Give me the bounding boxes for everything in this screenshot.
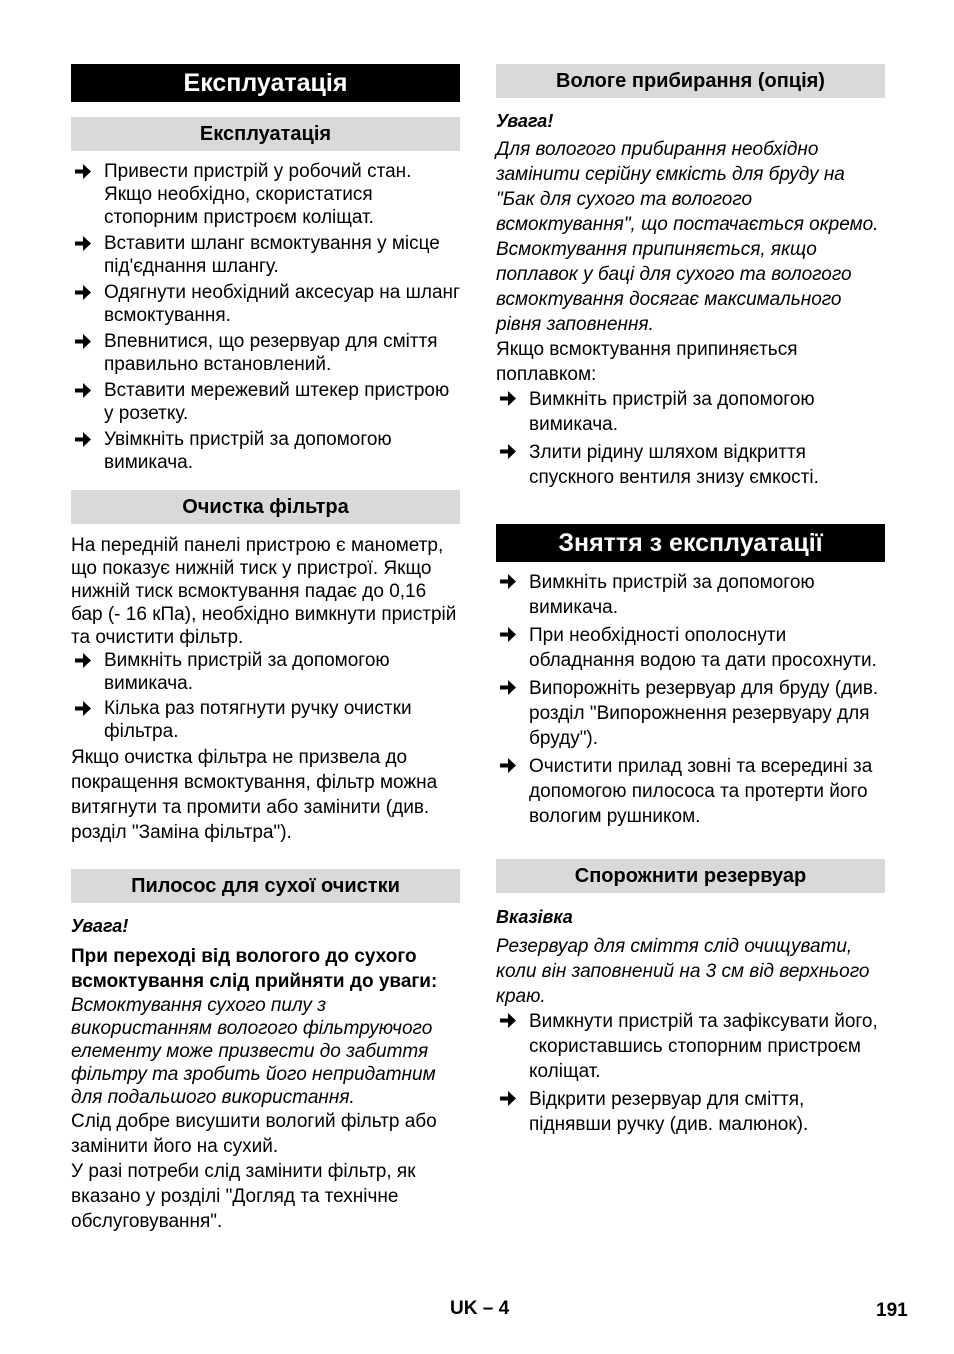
list-item: При необхідності ополоснути обладнання водою та дати просохнути. bbox=[496, 623, 885, 673]
list-item: Вставити шланг всмоктування у місце під'єднання шлангу. bbox=[71, 232, 460, 278]
note-text: Резервуар для сміття слід очищувати, коли він заповнений на 3 см від верхнього краю. bbox=[496, 936, 870, 1007]
list-item: Випорожніть резервуар для бруду (див. розділ "Випорожнення резервуару для бруду"). bbox=[496, 676, 885, 751]
subsection-title-filter-cleaning: Очистка фільтра bbox=[71, 490, 460, 524]
arrow-icon bbox=[499, 440, 517, 463]
list-item: Вставити мережевий штекер пристрою у розетку. bbox=[71, 379, 460, 425]
list-item: Відкрити резервуар для сміття, піднявши ручку (див. малюнок). bbox=[496, 1087, 885, 1137]
warning-label: Увага! bbox=[71, 916, 129, 936]
page-number: 191 bbox=[876, 1300, 908, 1321]
subsection-title-operation: Експлуатація bbox=[71, 117, 460, 151]
arrow-icon bbox=[499, 387, 517, 410]
filter-cleaning-body bbox=[71, 534, 460, 845]
arrow-icon bbox=[74, 428, 92, 451]
list-item: Одягнути необхідний аксесуар на шланг всмоктування. bbox=[71, 281, 460, 327]
filter-outro: Якщо очистка фільтра не призвела до покращення всмоктування, фільтр можна витягнути та промити або замінити (див. розділ "Заміна фільтра"). bbox=[71, 747, 438, 843]
warning-text: Всмоктування сухого пилу з використанням вологого фільтруючого елементу може призвести до забиття фільтру та зробить його непридатним для подальшого використання. bbox=[71, 995, 436, 1108]
empty-tank-body bbox=[496, 906, 885, 1137]
list-item: Вимкніть пристрій за допомогою вимикача. bbox=[496, 570, 885, 620]
arrow-icon bbox=[74, 379, 92, 402]
list-item: Привести пристрій у робочий стан. Якщо необхідно, скористатися стопорним пристроєм коліщат. bbox=[71, 160, 460, 229]
wet-cleaning-body bbox=[496, 110, 885, 490]
list-item: Впевнитися, що резервуар для сміття правильно встановлений. bbox=[71, 330, 460, 376]
subsection-title-wet-cleaning: Вологе прибирання (опція) bbox=[496, 64, 885, 98]
arrow-icon bbox=[74, 232, 92, 255]
operation-steps bbox=[71, 160, 460, 474]
note-label: Вказівка bbox=[496, 907, 573, 927]
section-page-label: UK – 4 bbox=[450, 1298, 510, 1319]
section-title-decommissioning: Зняття з експлуатації bbox=[496, 524, 885, 562]
warning-label: Увага! bbox=[496, 111, 554, 131]
section-title-operation: Експлуатація bbox=[71, 64, 460, 102]
filter-replace-note: У разі потреби слід замінити фільтр, як вказано у розділі "Догляд та технічне обслуговування". bbox=[71, 1161, 416, 1232]
warning-heading: При переході від вологого до сухого всмоктування слід прийняти до уваги: bbox=[71, 946, 438, 992]
list-item: Очистити прилад зовні та всередині за допомогою пилососа та протерти його вологим рушником. bbox=[496, 754, 885, 829]
arrow-icon bbox=[499, 570, 517, 593]
list-item: Увімкніть пристрій за допомогою вимикача. bbox=[71, 428, 460, 474]
list-item: Вимкнути пристрій та зафіксувати його, скориставшись стопорним пристроєм коліщат. bbox=[496, 1009, 885, 1084]
list-item: Кілька раз потягнути ручку очистки фільтра. bbox=[71, 697, 460, 743]
arrow-icon bbox=[74, 160, 92, 183]
arrow-icon bbox=[74, 281, 92, 304]
arrow-icon bbox=[499, 1009, 517, 1032]
float-stop-note: Якщо всмоктування припиняється поплавком: bbox=[496, 339, 798, 385]
list-item: Злити рідину шляхом відкриття спускного вентиля знизу ємкості. bbox=[496, 440, 885, 490]
arrow-icon bbox=[499, 754, 517, 777]
warning-text: Для вологого прибирання необхідно замінити серійну ємкість для бруду на "Бак для сухого та вологого всмоктування", що постачається окремо. bbox=[496, 139, 879, 235]
float-note: Всмоктування припиняється, якщо поплавок у баці для сухого та вологого всмоктування досягає максимального рівня заповнення. bbox=[496, 239, 852, 335]
arrow-icon bbox=[499, 623, 517, 646]
subsection-title-empty-tank: Спорожнити резервуар bbox=[496, 859, 885, 893]
arrow-icon bbox=[74, 649, 92, 672]
subsection-title-dry-vacuum: Пилосос для сухої очистки bbox=[71, 869, 460, 903]
dry-vacuum-body bbox=[71, 915, 460, 1234]
list-item: Вимкніть пристрій за допомогою вимикача. bbox=[71, 649, 460, 695]
arrow-icon bbox=[499, 1087, 517, 1110]
dry-filter-note: Слід добре висушити вологий фільтр або замінити його на сухий. bbox=[71, 1111, 437, 1157]
arrow-icon bbox=[74, 330, 92, 353]
arrow-icon bbox=[74, 697, 92, 720]
arrow-icon bbox=[499, 676, 517, 699]
filter-intro: На передній панелі пристрою є манометр, що показує нижній тиск у пристрої. Якщо нижній тиск всмоктування падає до 0,16 бар (- 16 кПа), необхідно вимкнути пристрій та очистити фільтр. bbox=[71, 535, 457, 648]
list-item: Вимкніть пристрій за допомогою вимикача. bbox=[496, 387, 885, 437]
decommissioning-steps bbox=[496, 570, 885, 829]
